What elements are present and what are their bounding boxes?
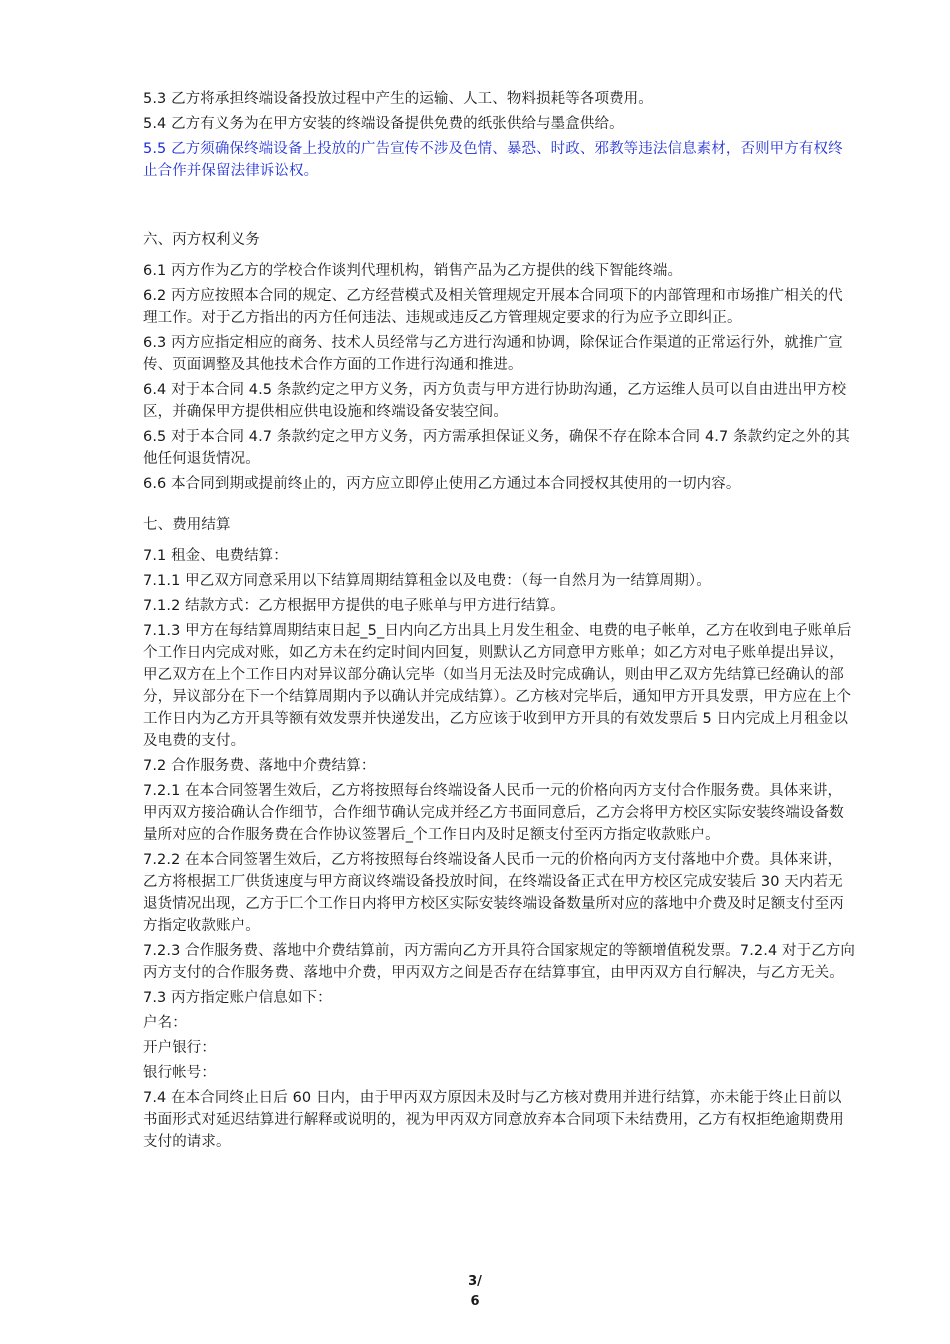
page-total: 6	[470, 1294, 480, 1309]
account-number-label: 银行帐号：	[143, 1065, 216, 1081]
clause-7-2-3: 7.2.3 合作服务费、落地中介费结算前，丙方需向乙方开具符合国家规定的等额增值税发票。7.2.4 对于乙方向丙方支付的合作服务费、落地中介费，甲丙双方之间是否存在结算事宜，由甲丙双方自行解决，与乙方无关。	[143, 943, 856, 981]
clause-7-2-1: 7.2.1 在本合同签署生效后，乙方将按照每台终端设备人民币一元的价格向丙方支付合作服务费。具体来讲，甲丙双方接洽确认合作细节，合作细节确认完成并经乙方书面同意后，乙方会将甲方校区实际安装终端设备数量所对应的合作服务费在合作协议签署后_个工作日内及时足额支付至丙方指定收款账户。	[143, 783, 844, 843]
clause-5-5: 5.5 乙方须确保终端设备上投放的广告宣传不涉及色情、暴恐、时政、邪教等违法信息素材，否则甲方有权终止合作并保留法律诉讼权。	[143, 141, 843, 179]
page-number	[0, 1272, 950, 1312]
clause-6-6: 6.6 本合同到期或提前终止的，丙方应立即停止使用乙方通过本合同授权其使用的一切内容。	[143, 476, 741, 492]
section-7-title: 七、费用结算	[143, 517, 231, 533]
spacer	[143, 498, 855, 512]
clause-7-3: 7.3 丙方指定账户信息如下：	[143, 990, 332, 1006]
account-name-label: 户名：	[143, 1015, 187, 1031]
clause-6-2: 6.2 丙方应按照本合同的规定、乙方经营模式及相关管理规定开展本合同项下的内部管理和市场推广相关的代理工作。对于乙方指出的丙方任何违法、违规或违反乙方管理规定要求的行为应予立即纠正。	[143, 288, 843, 326]
clause-5-3: 5.3 乙方将承担终端设备投放过程中产生的运输、人工、物料损耗等各项费用。	[143, 91, 653, 107]
clause-6-5: 6.5 对于本合同 4.7 条款约定之甲方义务，丙方需承担保证义务，确保不存在除本合同 4.7 条款约定之外的其他任何退货情况。	[143, 429, 850, 467]
clause-7-1-3: 7.1.3 甲方在每结算周期结束日起_5_日内向乙方出具上月发生租金、电费的电子帐单，乙方在收到电子账单后个工作日内完成对账，如乙方未在约定时间内回复，则默认乙方同意甲方账单；如乙方对电子账单提出异议，甲乙双方在上个工作日内对异议部分确认完毕（如当月无法及时完成确认，则由甲乙双方先结算已经确认的部分，异议部分在下一个结算周期内予以确认并完成结算）。乙方核对完毕后，通知甲方开具发票，甲方应在上个工作日内为乙方开具等额有效发票并快递发出，乙方应该于收到甲方开具的有效发票后 5 日内完成上月租金以及电费的支付。	[143, 623, 852, 749]
section-6-title: 六、丙方权利义务	[143, 232, 260, 248]
clause-7-1-1: 7.1.1 甲乙双方同意采用以下结算周期结算租金以及电费：（每一自然月为一结算周期）。	[143, 573, 711, 589]
page-current: 3/	[468, 1274, 482, 1289]
bank-name-label: 开户银行：	[143, 1040, 216, 1056]
clause-6-4: 6.4 对于本合同 4.5 条款约定之甲方义务，丙方负责与甲方进行协助沟通，乙方运维人员可以自由进出甲方校区，并确保甲方提供相应供电设施和终端设备安装空间。	[143, 382, 847, 420]
clause-7-2: 7.2 合作服务费、落地中介费结算：	[143, 758, 376, 774]
clause-7-4: 7.4 在本合同终止日后 60 日内，由于甲丙双方原因未及时与乙方核对费用并进行结算，亦未能于终止日前以书面形式对延迟结算进行解释或说明的，视为甲丙双方同意放弃本合同项下未结费用，乙方有权拒绝逾期费用支付的请求。	[143, 1090, 844, 1150]
spacer	[143, 185, 855, 227]
document-body	[143, 88, 855, 1156]
clause-7-1: 7.1 租金、电费结算：	[143, 548, 288, 564]
clause-7-2-2: 7.2.2 在本合同签署生效后，乙方将按照每台终端设备人民币一元的价格向丙方支付落地中介费。具体来讲，乙方将根据工厂供货速度与甲方商议终端设备投放时间，在终端设备正式在甲方校区完成安装后 30 天内若无退货情况出现，乙方于匚个工作日内将甲方校区实际安装终端设备数量所对应的落地中介费及时足额支付至丙方指定收款账户。	[143, 852, 844, 934]
clause-6-1: 6.1 丙方作为乙方的学校合作谈判代理机构，销售产品为乙方提供的线下智能终端。	[143, 263, 683, 279]
clause-6-3: 6.3 丙方应指定相应的商务、技术人员经常与乙方进行沟通和协调，除保证合作渠道的正常运行外，就推广宣传、页面调整及其他技术合作方面的工作进行沟通和推进。	[143, 335, 843, 373]
clause-7-1-2: 7.1.2 结款方式：乙方根据甲方提供的电子账单与甲方进行结算。	[143, 598, 565, 614]
clause-5-4: 5.4 乙方有义务为在甲方安装的终端设备提供免费的纸张供给与墨盒供给。	[143, 116, 624, 132]
